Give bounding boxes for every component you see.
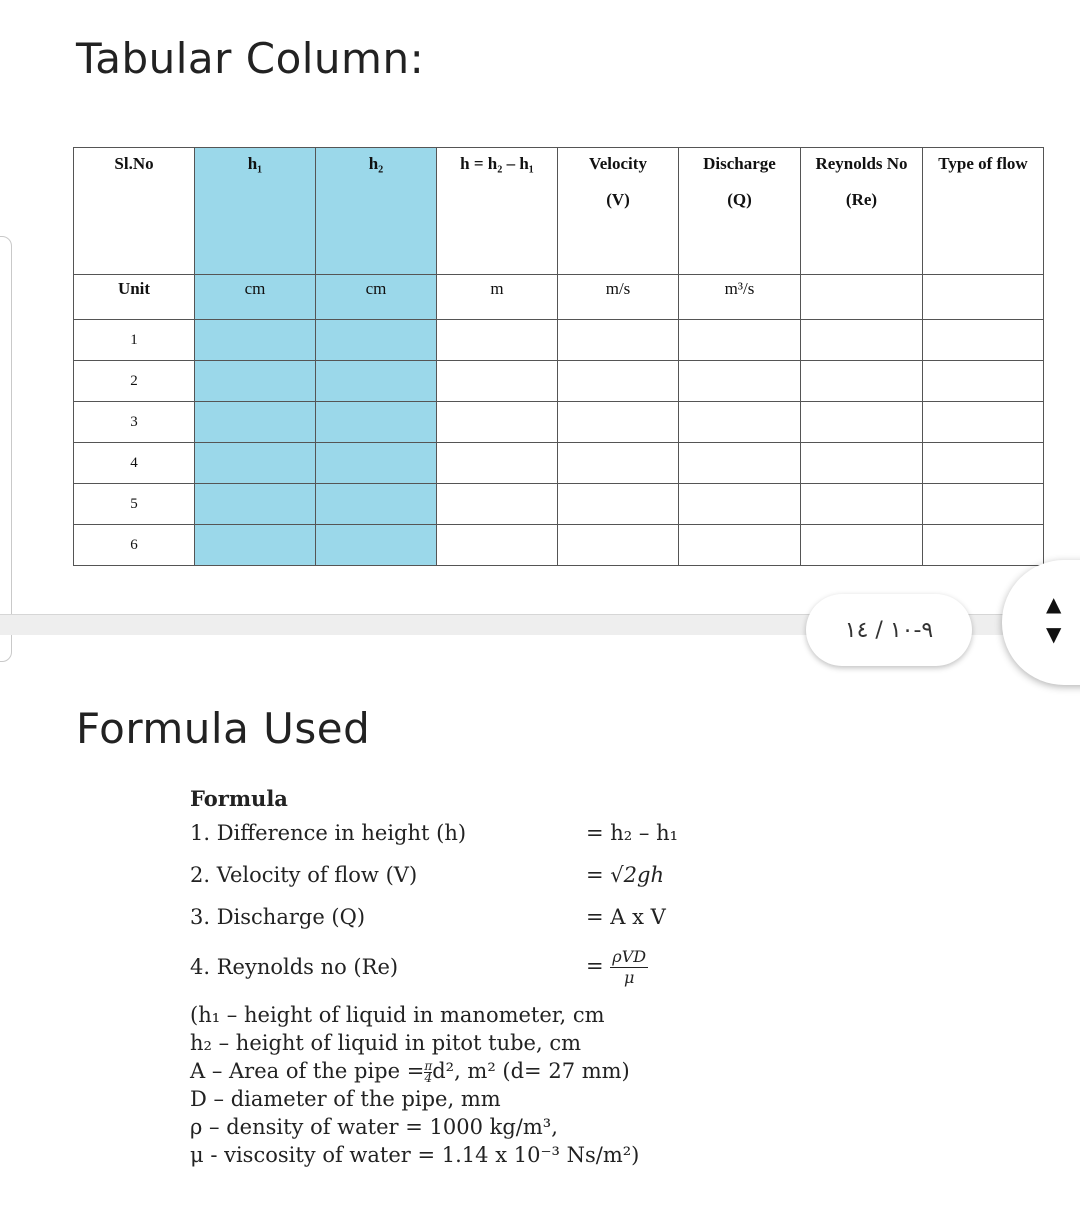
four-denominator: 4: [424, 1071, 433, 1085]
cell-h1: [195, 443, 316, 484]
table-header-row: [74, 148, 1044, 275]
cell-flow-type: [923, 361, 1044, 402]
cell-flow-type: [923, 484, 1044, 525]
cell-reynolds: [801, 525, 923, 566]
cell-flow-type: [923, 402, 1044, 443]
unit-reynolds: [801, 275, 923, 320]
formula-item: [190, 947, 810, 995]
cell-reynolds: [801, 361, 923, 402]
unit-discharge: m³/s: [679, 275, 801, 320]
cell-discharge: [679, 443, 801, 484]
cell-h1: [195, 361, 316, 402]
table-row: [74, 443, 1044, 484]
reynolds-fraction: [610, 947, 648, 988]
viewer-side-panel: [0, 236, 12, 662]
table-row: [74, 484, 1044, 525]
table-unit-row: [74, 275, 1044, 320]
cell-discharge: [679, 361, 801, 402]
cell-discharge: [679, 402, 801, 443]
triangle-down-icon[interactable]: ▼: [1046, 622, 1062, 646]
row-number: 1: [74, 320, 195, 361]
cell-h: [437, 402, 558, 443]
formula-block: [190, 786, 810, 1169]
cell-discharge: [679, 525, 801, 566]
cell-flow-type: [923, 320, 1044, 361]
cell-h: [437, 361, 558, 402]
cell-flow-type: [923, 525, 1044, 566]
row-number: 2: [74, 361, 195, 402]
reynolds-numerator: ρVD: [612, 947, 647, 966]
cell-velocity: [558, 402, 679, 443]
pi-numerator: π: [424, 1059, 433, 1073]
reynolds-denominator: μ: [623, 968, 635, 987]
tabular-column-heading: Tabular Column:: [76, 34, 425, 83]
cell-reynolds: [801, 320, 923, 361]
note-area: [190, 1057, 810, 1085]
note-area-suffix: d², m² (d= 27 mm): [432, 1059, 630, 1083]
table-row: [74, 320, 1044, 361]
cell-h1: [195, 320, 316, 361]
formula-value: = √2gh: [586, 863, 664, 887]
cell-h1: [195, 525, 316, 566]
cell-h: [437, 320, 558, 361]
formula-label: 3. Discharge (Q): [190, 905, 366, 929]
page-nav-control[interactable]: [1002, 560, 1080, 685]
header-reynolds: Reynolds No (Re): [801, 148, 923, 275]
formula-item: [190, 821, 810, 863]
cell-h2: [316, 402, 437, 443]
row-number: 5: [74, 484, 195, 525]
cell-h: [437, 525, 558, 566]
note-h1: (h₁ – height of liquid in manometer, cm: [190, 1003, 605, 1027]
formula-notes: [190, 1001, 810, 1169]
cell-reynolds: [801, 402, 923, 443]
row-number: 4: [74, 443, 195, 484]
cell-discharge: [679, 320, 801, 361]
header-discharge: Discharge (Q): [679, 148, 801, 275]
cell-h2: [316, 320, 437, 361]
cell-h2: [316, 484, 437, 525]
cell-velocity: [558, 484, 679, 525]
header-velocity: Velocity (V): [558, 148, 679, 275]
cell-reynolds: [801, 484, 923, 525]
cell-reynolds: [801, 443, 923, 484]
cell-flow-type: [923, 443, 1044, 484]
cell-velocity: [558, 361, 679, 402]
cell-velocity: [558, 320, 679, 361]
reynolds-equals: =: [586, 954, 604, 978]
header-h2: h₂: [316, 148, 437, 275]
cell-velocity: [558, 443, 679, 484]
unit-h1: cm: [195, 275, 316, 320]
row-number: 3: [74, 402, 195, 443]
triangle-up-icon[interactable]: ▲: [1046, 592, 1062, 616]
cell-velocity: [558, 525, 679, 566]
cell-h2: [316, 525, 437, 566]
cell-h2: [316, 443, 437, 484]
row-number: 6: [74, 525, 195, 566]
note-diameter: D – diameter of the pipe, mm: [190, 1087, 501, 1111]
note-density: ρ – density of water = 1000 kg/m³,: [190, 1115, 558, 1139]
header-slno: Sl.No: [74, 148, 195, 275]
formula-title: Formula: [190, 786, 288, 811]
note-viscosity: μ - viscosity of water = 1.14 x 10⁻³ Ns/m²): [190, 1143, 640, 1167]
formula-value: [586, 947, 648, 988]
cell-h1: [195, 402, 316, 443]
cell-h2: [316, 361, 437, 402]
cell-h: [437, 443, 558, 484]
note-area-prefix: A – Area of the pipe =: [190, 1059, 425, 1083]
unit-velocity: m/s: [558, 275, 679, 320]
formula-value: = h₂ – h₁: [586, 821, 679, 845]
formula-used-heading: Formula Used: [76, 704, 371, 753]
formula-label: 2. Velocity of flow (V): [190, 863, 418, 887]
observation-table: [73, 147, 1044, 566]
page-indicator: ٩-١٠ / ١٤: [806, 594, 972, 666]
unit-flow-type: [923, 275, 1044, 320]
table-row: [74, 361, 1044, 402]
formula-value: = A x V: [586, 905, 666, 929]
unit-label: Unit: [74, 275, 195, 320]
table-row: [74, 525, 1044, 566]
header-flow-type: Type of flow: [923, 148, 1044, 275]
formula-item: [190, 905, 810, 947]
cell-h: [437, 484, 558, 525]
formula-label: 4. Reynolds no (Re): [190, 955, 399, 979]
cell-h1: [195, 484, 316, 525]
table-row: [74, 402, 1044, 443]
formula-label: 1. Difference in height (h): [190, 821, 467, 845]
formula-item: [190, 863, 810, 905]
unit-h2: cm: [316, 275, 437, 320]
note-h2: h₂ – height of liquid in pitot tube, cm: [190, 1031, 582, 1055]
cell-discharge: [679, 484, 801, 525]
header-h: h = h₂ – h₁: [437, 148, 558, 275]
header-h1: h₁: [195, 148, 316, 275]
unit-h: m: [437, 275, 558, 320]
